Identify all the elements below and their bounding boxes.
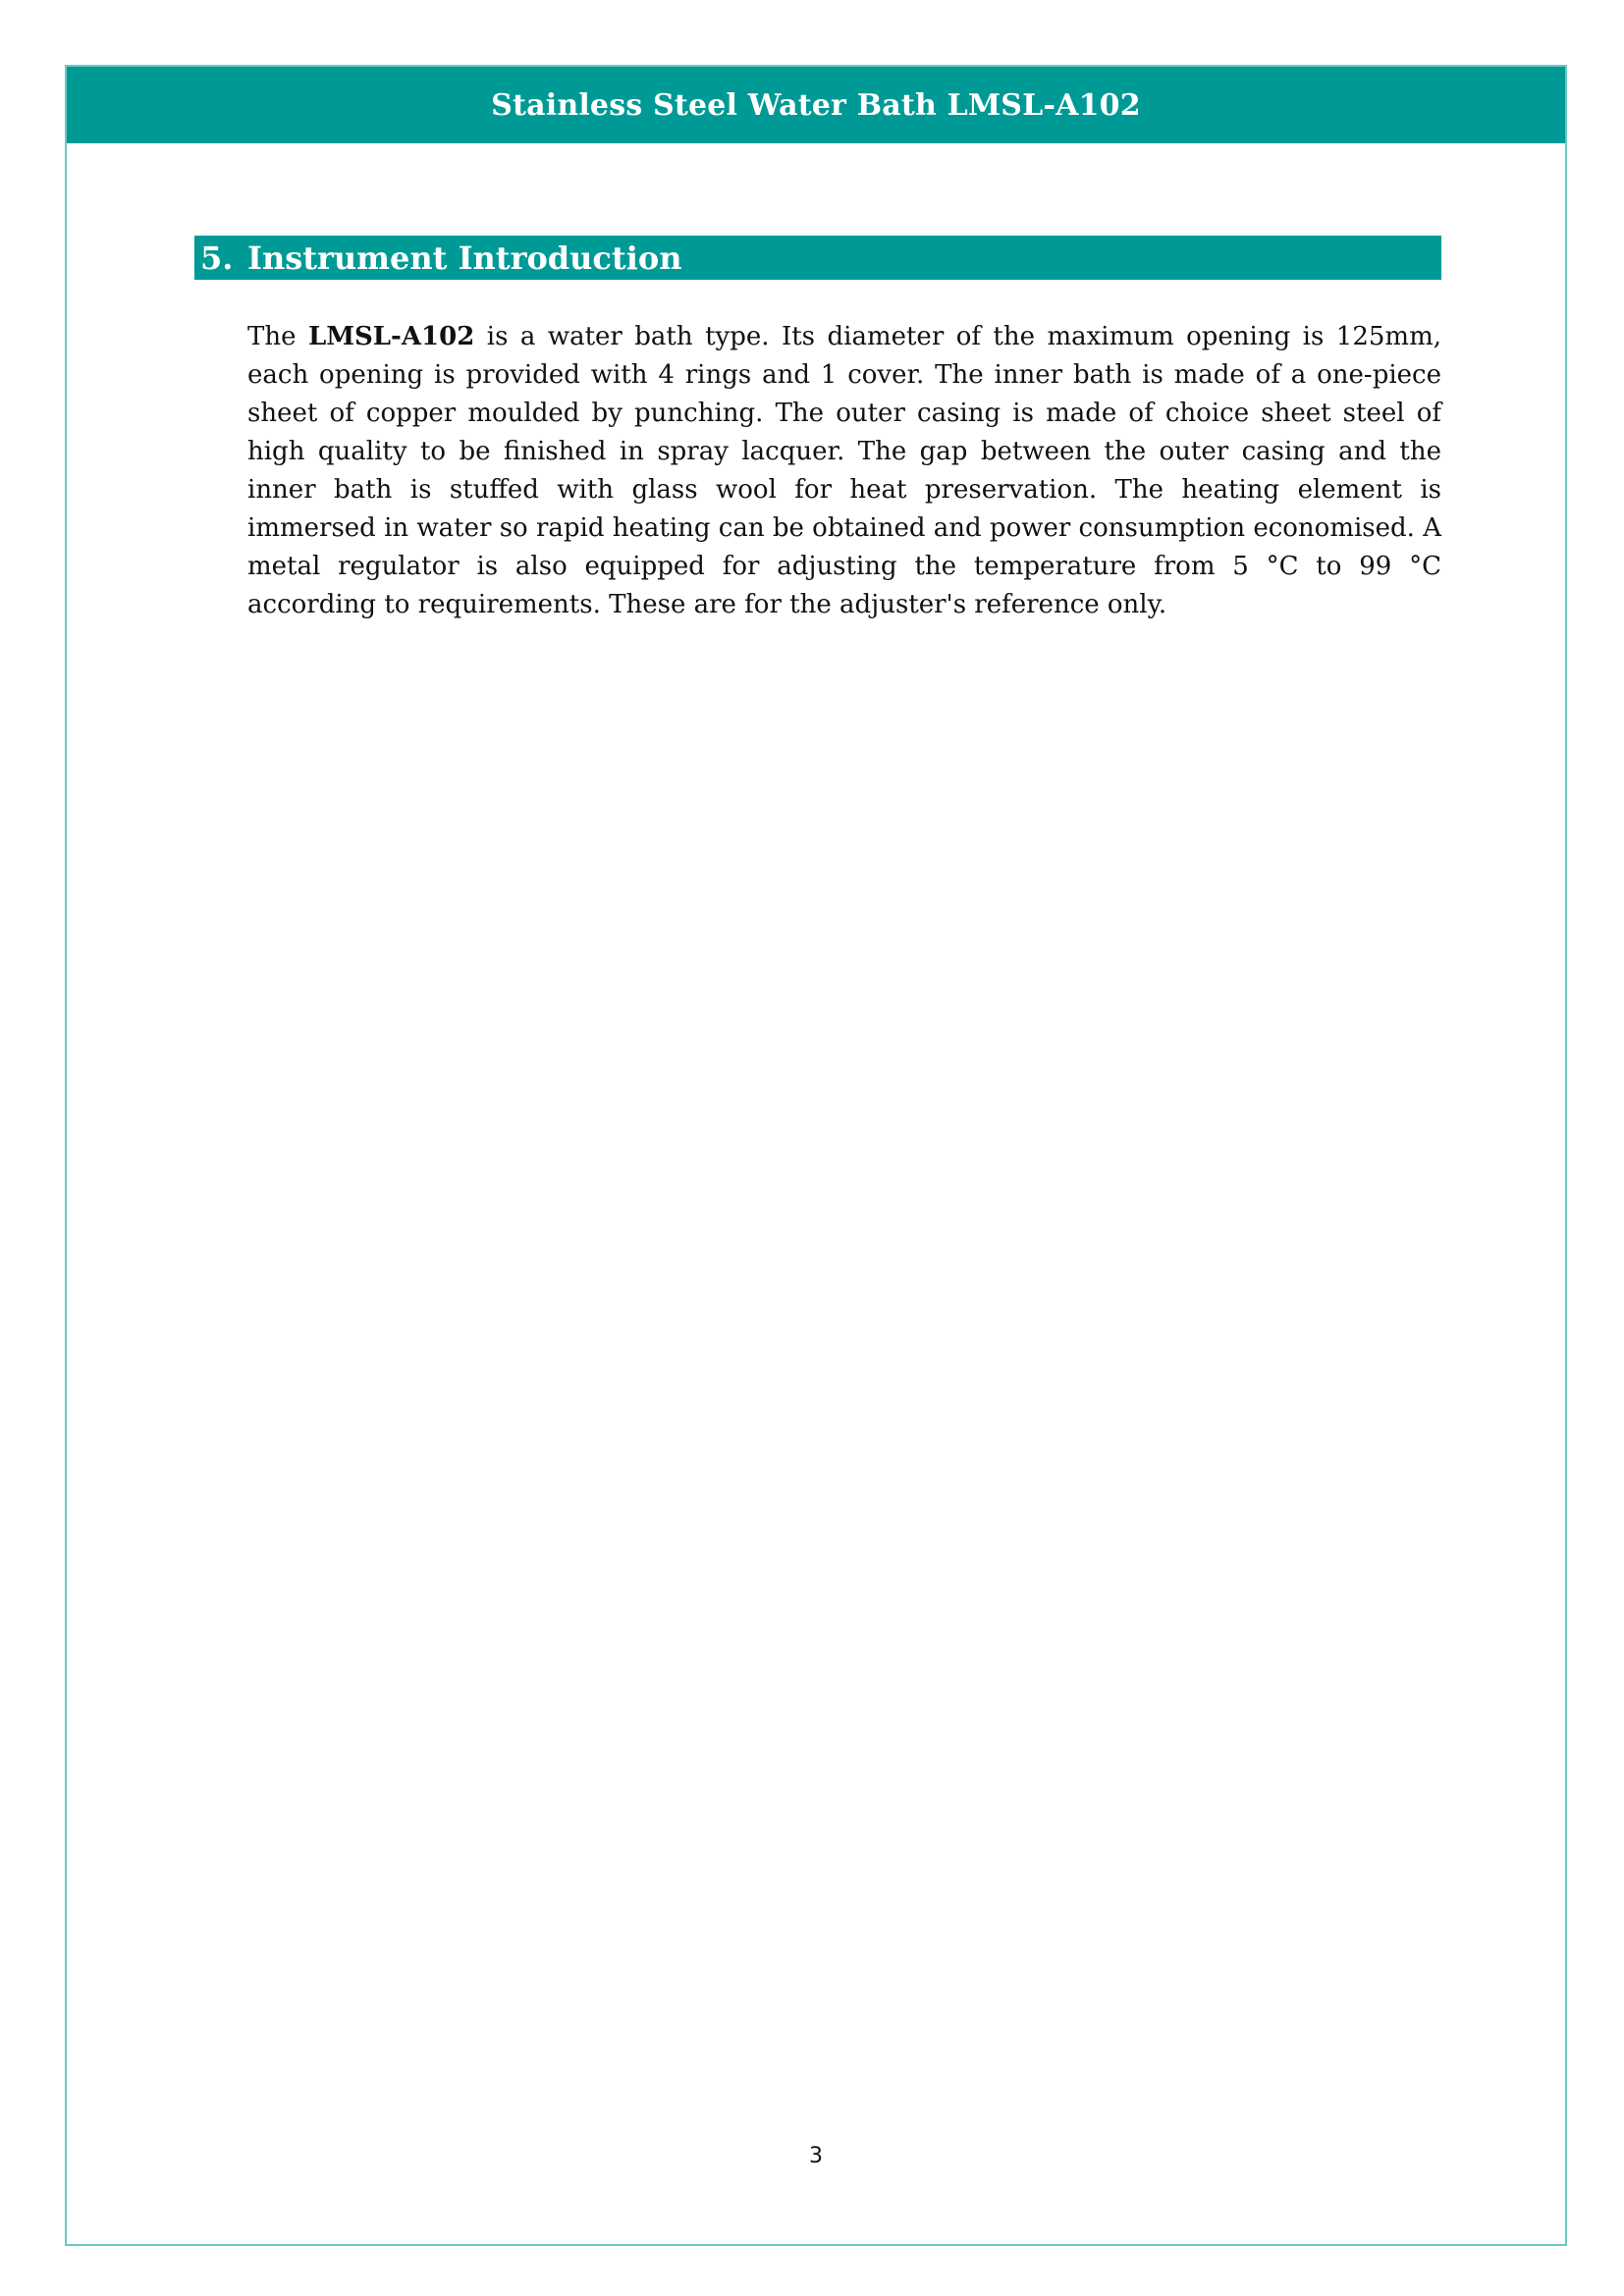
page-number: 3 bbox=[809, 2144, 823, 2168]
model-name: LMSL-A102 bbox=[307, 322, 475, 351]
intro-paragraph bbox=[247, 318, 1441, 624]
paragraph-lead: The bbox=[247, 322, 308, 351]
section-number: 5. bbox=[200, 239, 234, 277]
document-title: Stainless Steel Water Bath LMSL-A102 bbox=[491, 87, 1141, 123]
header-bar bbox=[67, 67, 1565, 143]
page-frame bbox=[65, 65, 1567, 2246]
section-heading bbox=[194, 236, 1441, 280]
paragraph-body: is a water bath type. Its diameter of the maximum opening is 125mm, each opening is provided with 4 rings and 1 cover. The inner bath is made of a one-piece sheet of copper moulded by punching. The outer casing is made of choice sheet steel of high quality to be finished in spray lacquer. The gap between the outer casing and the inner bath is stuffed with glass wool for heat preservation. The heating element is immersed in water so rapid heating can be obtained and power consumption economised. A metal regulator is also equipped for adjusting the temperature from 5 °C to 99 °C according to requirements. These are for the adjuster's reference only. bbox=[247, 322, 1441, 619]
section-title: Instrument Introduction bbox=[247, 239, 682, 277]
